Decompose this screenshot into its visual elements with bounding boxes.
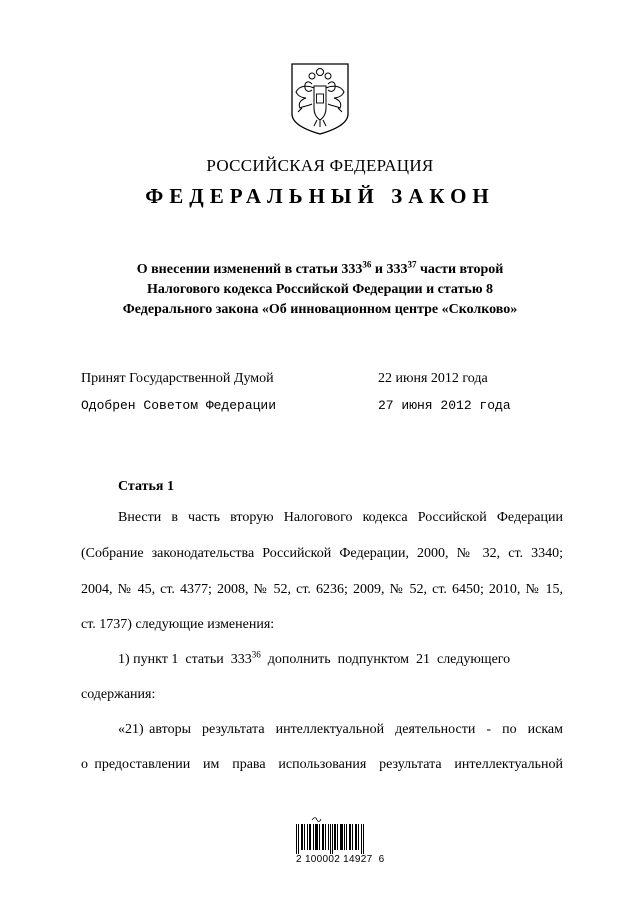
document-type: ФЕДЕРАЛЬНЫЙ ЗАКОН	[145, 184, 495, 208]
adoption-label: Принят Государственной Думой	[81, 371, 274, 386]
adoption-date: 27 июня 2012 года	[378, 398, 511, 413]
barcode	[296, 816, 368, 856]
coat-of-arms-emblem	[288, 62, 352, 136]
body-line: ст. 1737) следующие изменения:	[81, 617, 275, 632]
law-title-line-2: Налогового кодекса Российской Федерации и статью 8	[146, 282, 494, 297]
barcode-number: 2 100002 14927 6	[296, 854, 385, 865]
article-heading: Статья 1	[118, 479, 174, 494]
law-title-line-3: Федерального закона «Об инновационном центре «Сколково»	[122, 302, 518, 317]
adoption-label: Одобрен Советом Федерации	[81, 398, 277, 413]
body-line: 2004, № 45, ст. 4377; 2008, № 52, ст. 6236; 2009, № 52, ст. 6450; 2010, № 15,	[81, 582, 563, 597]
item-1-line: 1) пункт 1 статьи $333^{36}$ дополнить подпунктом 21 следующего	[118, 649, 511, 667]
law-title-line-1: О внесении изменений в статьи $333^{36}$ и $333^{37}$ части второй	[136, 259, 504, 277]
body-line: (Собрание законодательства Российской Федерации, 2000, № 32, ст. 3340;	[81, 546, 563, 561]
law-title	[60, 260, 580, 320]
quote-line: о предоставлении им права использования результата интеллектуальной	[81, 757, 563, 772]
country-name: РОССИЙСКАЯ ФЕДЕРАЦИЯ	[206, 156, 434, 175]
body-line: Внести в часть вторую Налогового кодекса Российской Федерации	[118, 510, 563, 525]
quote-line: «21) авторы результата интеллектуальной деятельности - по искам	[118, 722, 563, 737]
adoption-date: 22 июня 2012 года	[378, 371, 488, 386]
body-line: содержания:	[81, 687, 156, 702]
